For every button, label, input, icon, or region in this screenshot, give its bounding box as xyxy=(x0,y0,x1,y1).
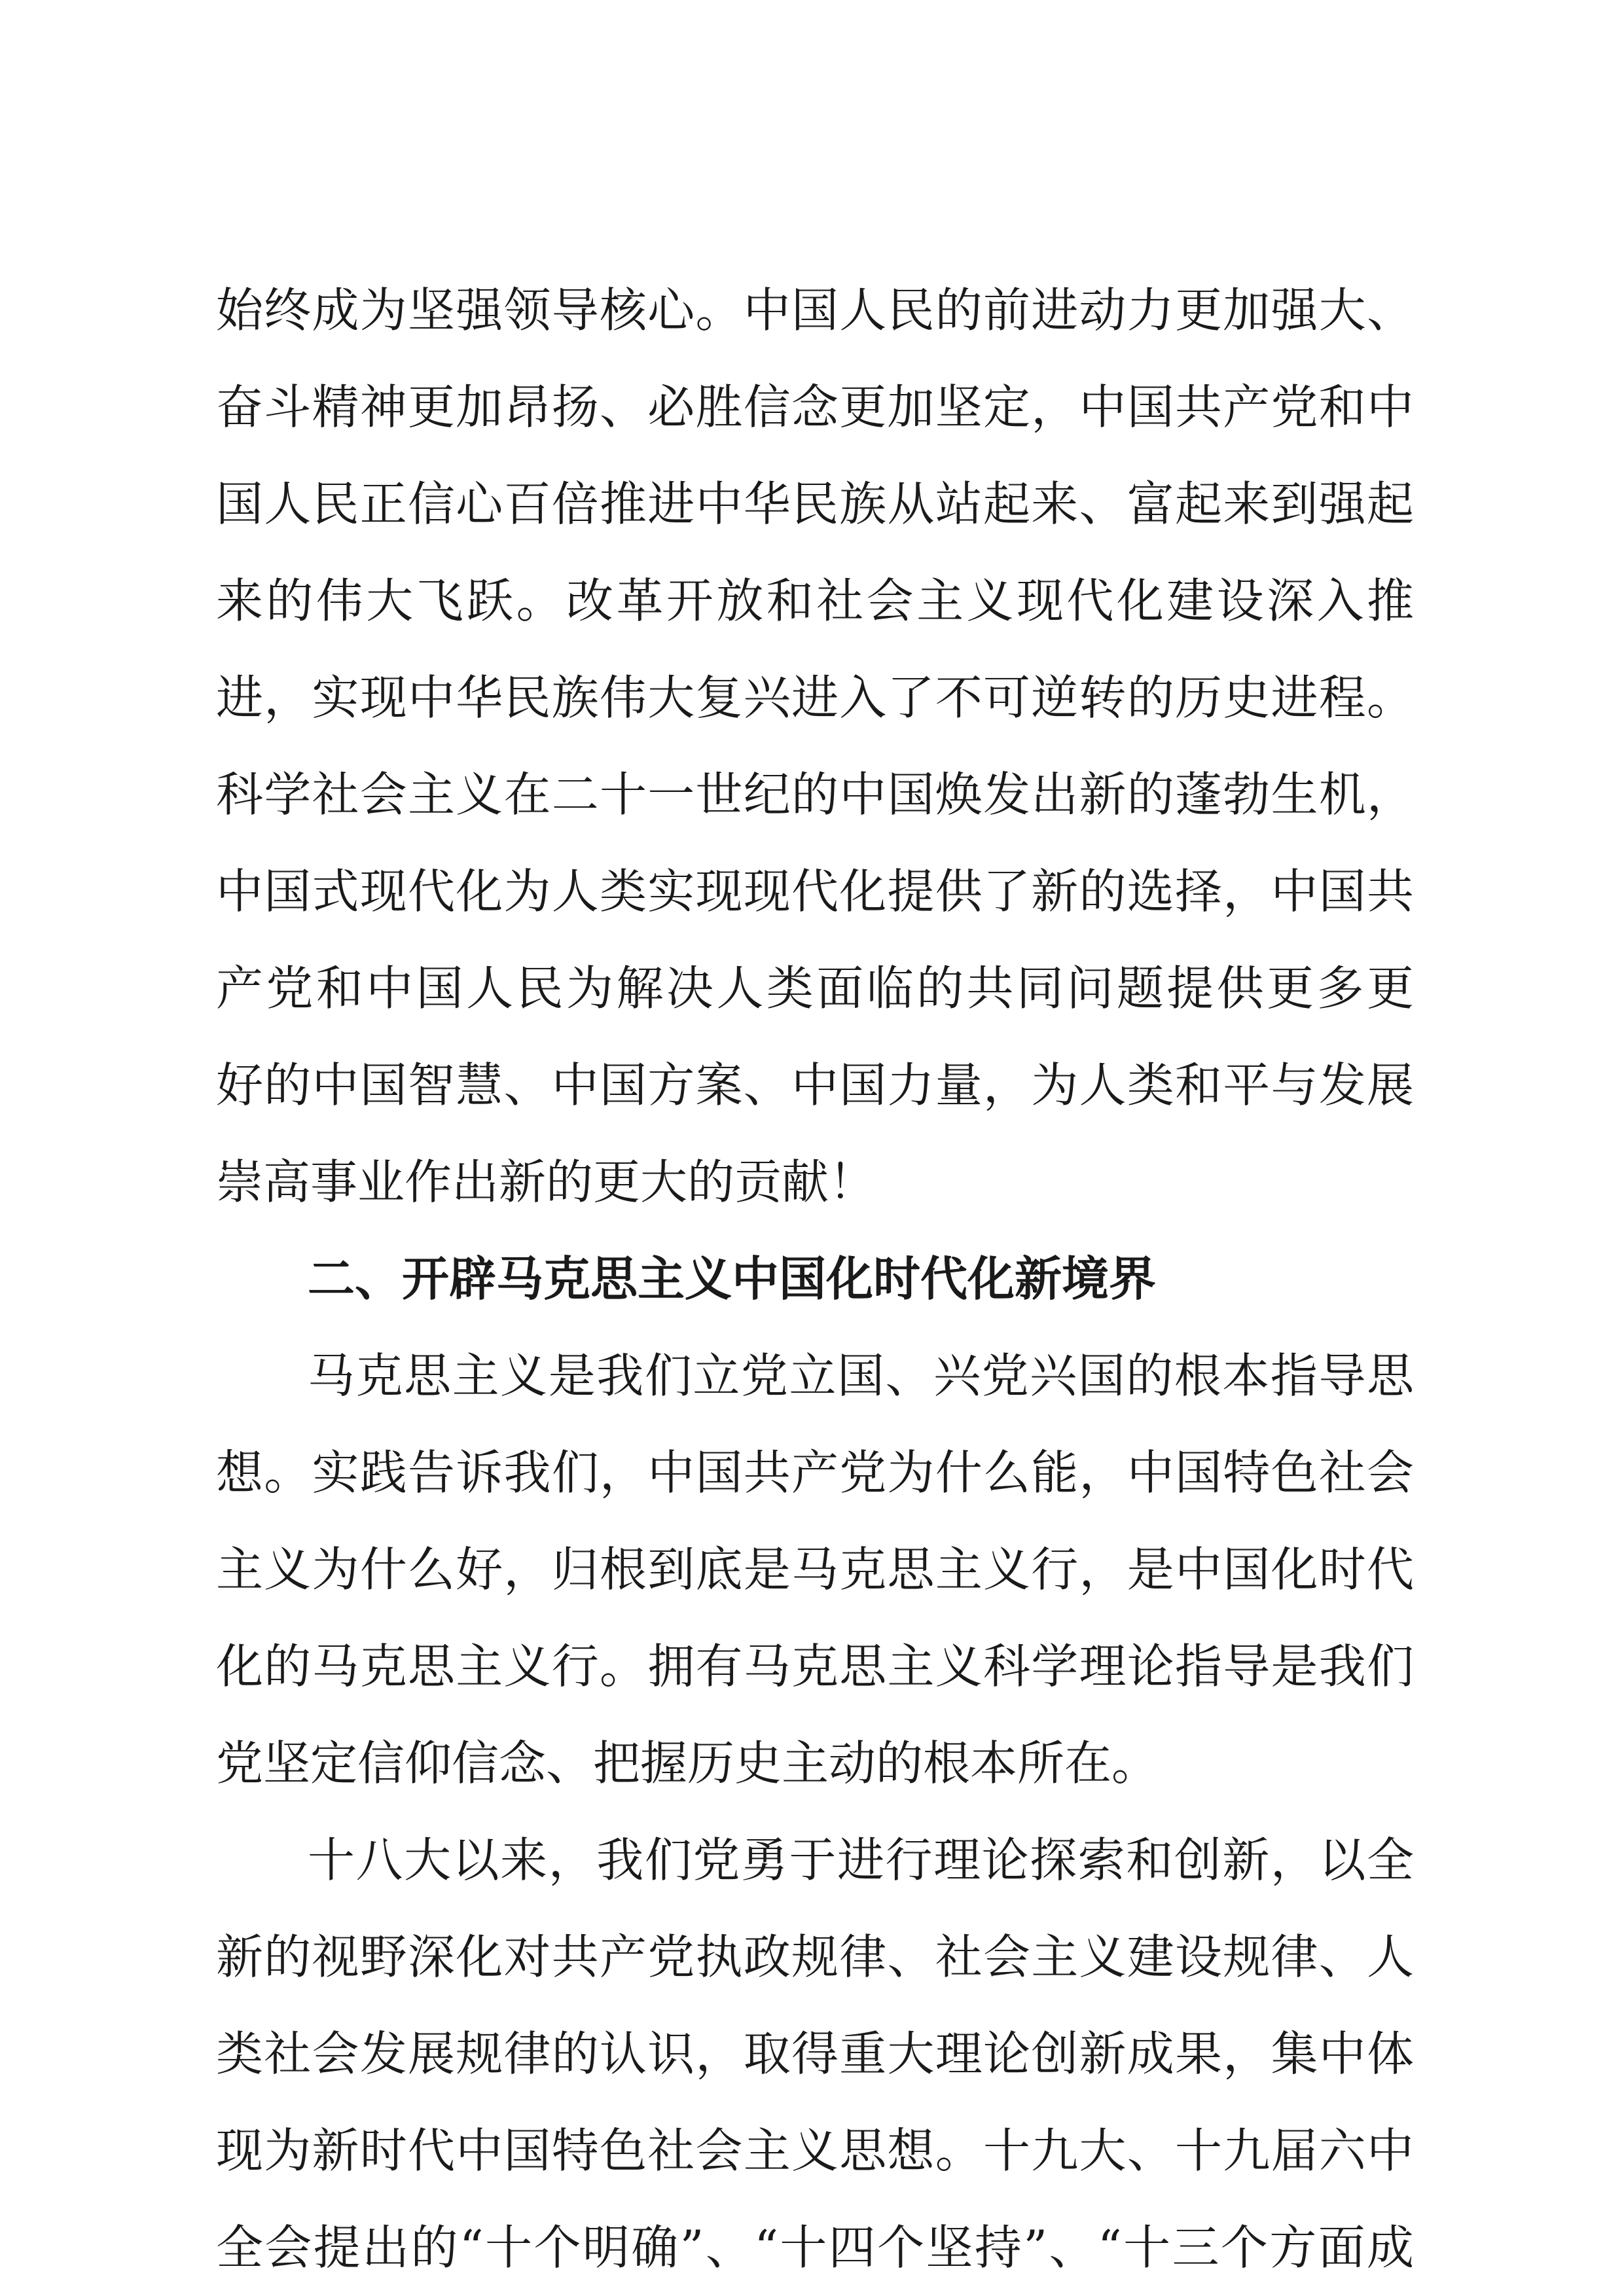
paragraph-line: 奋斗精神更加昂扬、必胜信念更加坚定，中国共产党和中 xyxy=(216,380,1414,435)
paragraph-2 xyxy=(216,1327,1414,1812)
paragraph-line: 全会提出的“十个明确”、“十四个坚持”、“十三个方面成 xyxy=(216,2220,1414,2275)
paragraph-line: 崇高事业作出新的更大的贡献！ xyxy=(216,1155,876,1210)
paragraph-line: 国人民正信心百倍推进中华民族从站起来、富起来到强起 xyxy=(216,476,1414,531)
paragraph-line: 化的马克思主义行。拥有马克思主义科学理论指导是我们 xyxy=(216,1639,1414,1694)
paragraph-line: 十八大以来，我们党勇于进行理论探索和创新，以全 xyxy=(308,1833,1414,1888)
paragraph-1 xyxy=(216,262,1414,1230)
paragraph-line: 科学社会主义在二十一世纪的中国焕发出新的蓬勃生机， xyxy=(216,767,1414,822)
paragraph-line: 来的伟大飞跃。改革开放和社会主义现代化建设深入推 xyxy=(216,573,1414,628)
paragraph-3 xyxy=(216,1812,1414,2296)
paragraph-line: 类社会发展规律的认识，取得重大理论创新成果，集中体 xyxy=(216,2026,1414,2081)
section-heading: 二、开辟马克思主义中国化时代化新境界 xyxy=(308,1251,1157,1306)
paragraph-line: 进，实现中华民族伟大复兴进入了不可逆转的历史进程。 xyxy=(216,670,1414,725)
document-body xyxy=(216,262,1414,2296)
paragraph-line: 党坚定信仰信念、把握历史主动的根本所在。 xyxy=(216,1736,1159,1791)
paragraph-line: 中国式现代化为人类实现现代化提供了新的选择，中国共 xyxy=(216,864,1414,919)
paragraph-line: 马克思主义是我们立党立国、兴党兴国的根本指导思 xyxy=(308,1348,1414,1403)
paragraph-line: 好的中国智慧、中国方案、中国力量，为人类和平与发展 xyxy=(216,1058,1414,1113)
paragraph-line: 现为新时代中国特色社会主义思想。十九大、十九届六中 xyxy=(216,2123,1414,2178)
paragraph-line: 产党和中国人民为解决人类面临的共同问题提供更多更 xyxy=(216,961,1414,1016)
paragraph-line: 想。实践告诉我们，中国共产党为什么能，中国特色社会 xyxy=(216,1445,1414,1500)
paragraph-line: 新的视野深化对共产党执政规律、社会主义建设规律、人 xyxy=(216,1929,1414,1984)
paragraph-line: 主义为什么好，归根到底是马克思主义行，是中国化时代 xyxy=(216,1542,1414,1597)
paragraph-line: 始终成为坚强领导核心。中国人民的前进动力更加强大、 xyxy=(216,283,1414,338)
